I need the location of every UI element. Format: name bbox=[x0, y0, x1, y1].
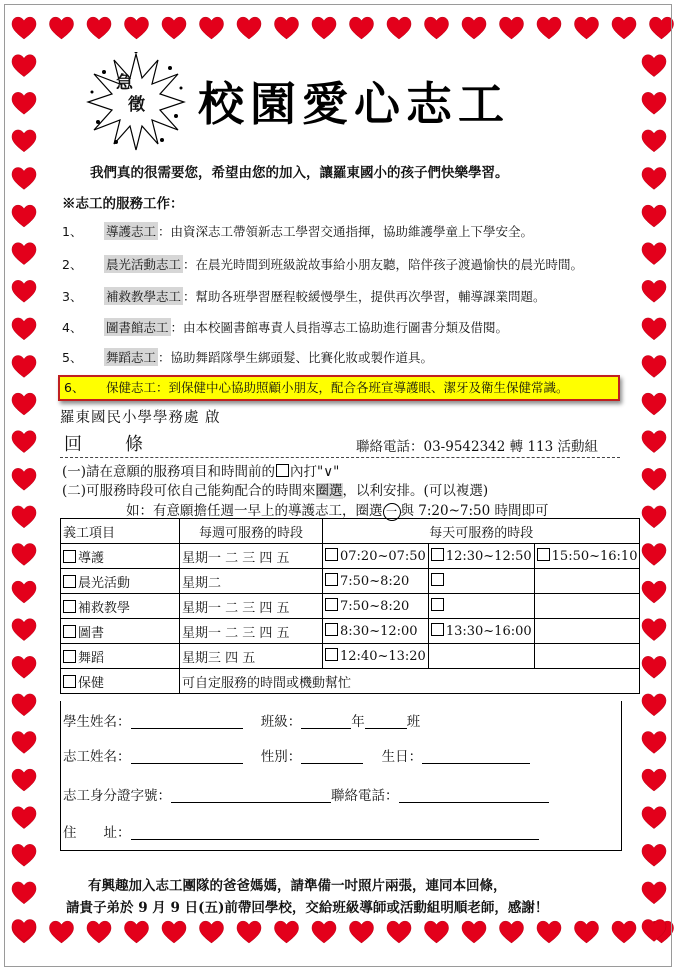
time-cell[interactable] bbox=[323, 569, 429, 594]
item-label: 晨光活動 bbox=[78, 575, 131, 591]
item-label: 保健 bbox=[78, 675, 105, 691]
service-desc: ：到保健中心協助照顧小朋友，配合各班宣導護眼、潔牙及衛生保健常識。 bbox=[156, 380, 569, 395]
checkbox[interactable] bbox=[431, 598, 444, 611]
item-label: 圖書 bbox=[78, 625, 105, 641]
time-cell[interactable] bbox=[428, 594, 534, 619]
checkbox[interactable] bbox=[325, 573, 338, 586]
checkbox[interactable] bbox=[63, 675, 76, 688]
service-num: 3、 bbox=[62, 289, 83, 304]
days-cell[interactable]: 星期三 四 五 bbox=[180, 644, 323, 669]
service-desc: ：在晨光時間到班級說故事給小朋友聽，陪伴孩子渡過愉快的晨光時間。 bbox=[183, 257, 584, 272]
volunteer-name-field[interactable] bbox=[131, 749, 243, 764]
item-cell[interactable] bbox=[61, 644, 180, 669]
burst-char-2: 徵 bbox=[128, 95, 145, 115]
item-label: 補救教學 bbox=[78, 600, 131, 616]
checkbox[interactable] bbox=[431, 573, 444, 586]
grade-label: 班級： bbox=[260, 714, 302, 730]
service-item bbox=[62, 287, 546, 305]
birthday-label: 生日： bbox=[381, 749, 423, 765]
school-office: 羅東國民小學學務處 啟 bbox=[60, 410, 221, 426]
time-cell[interactable] bbox=[323, 594, 429, 619]
class-field[interactable] bbox=[365, 714, 407, 729]
schedule-table bbox=[60, 518, 640, 694]
address-label: 住 址： bbox=[63, 825, 131, 841]
checkbox[interactable] bbox=[325, 648, 338, 661]
instruction-2-highlight: 圈選 bbox=[315, 483, 343, 499]
footer-line-2: 請貴子弟於 9 月 9 日(五)前帶回學校，交給班級導師或活動組明順老師，感謝！ bbox=[66, 900, 549, 916]
service-name: 舞蹈志工 bbox=[106, 350, 157, 365]
gender-field[interactable] bbox=[301, 749, 363, 764]
service-desc: ：由本校圖書館專責人員指導志工協助進行圖書分類及借閱。 bbox=[170, 320, 509, 335]
item-label: 舞蹈 bbox=[78, 650, 105, 666]
form-row-student bbox=[63, 710, 420, 730]
footer-line-1: 有興趣加入志工團隊的爸爸媽媽，請準備一吋照片兩張，連同本回條， bbox=[88, 878, 507, 894]
urgent-recruit-badge bbox=[116, 72, 145, 116]
address-field[interactable] bbox=[131, 825, 539, 840]
item-cell[interactable] bbox=[61, 669, 180, 694]
days-cell[interactable]: 星期一 二 三 四 五 bbox=[180, 544, 323, 569]
table-row bbox=[61, 569, 640, 594]
time-label: 15:50~16:10 bbox=[551, 549, 638, 564]
table-row bbox=[61, 594, 640, 619]
service-item-highlighted bbox=[58, 375, 620, 401]
item-cell[interactable] bbox=[61, 544, 180, 569]
table-header-row bbox=[61, 519, 640, 544]
instruction-2b: ，以利安排。(可以複選) bbox=[342, 483, 489, 499]
service-name: 導護志工 bbox=[106, 224, 157, 239]
time-label: 7:50~8:20 bbox=[340, 574, 410, 589]
service-item bbox=[62, 255, 583, 273]
checkbox-icon bbox=[276, 464, 289, 477]
id-field[interactable] bbox=[171, 788, 331, 803]
time-cell[interactable] bbox=[428, 544, 534, 569]
header-weekly: 每週可服務的時段 bbox=[180, 519, 323, 544]
item-cell[interactable] bbox=[61, 594, 180, 619]
service-item bbox=[62, 318, 508, 336]
service-num: 5、 bbox=[62, 350, 83, 365]
service-desc: ：由資深志工帶領新志工學習交通指揮，協助維護學童上下學安全。 bbox=[158, 224, 534, 239]
circled-one: 一 bbox=[383, 503, 401, 521]
time-cell[interactable] bbox=[428, 569, 534, 594]
phone-label: 聯絡電話： bbox=[331, 788, 399, 804]
time-cell[interactable] bbox=[534, 544, 640, 569]
service-num: 4、 bbox=[62, 320, 83, 335]
service-item bbox=[62, 348, 433, 366]
burst-char-1: 急 bbox=[116, 73, 133, 93]
checkbox[interactable] bbox=[63, 650, 76, 663]
checkbox[interactable] bbox=[63, 550, 76, 563]
page-title: 校園愛心志工 bbox=[198, 77, 510, 131]
id-label: 志工身分證字號： bbox=[63, 788, 171, 804]
item-label: 導護 bbox=[78, 550, 105, 566]
time-cell bbox=[534, 619, 640, 644]
checkbox[interactable] bbox=[431, 623, 444, 636]
service-desc: ：協助舞蹈隊學生綁頭髮、比賽化妝或製作道具。 bbox=[158, 350, 434, 365]
time-label: 7:50~8:20 bbox=[340, 599, 410, 614]
time-cell bbox=[428, 644, 534, 669]
time-label: 07:20~07:50 bbox=[340, 549, 426, 564]
table-row bbox=[61, 669, 640, 694]
instruction-1 bbox=[62, 460, 339, 480]
student-name-field[interactable] bbox=[131, 714, 243, 729]
header-item: 義工項目 bbox=[61, 519, 180, 544]
service-name: 補救教學志工 bbox=[106, 289, 182, 304]
time-cell[interactable] bbox=[323, 644, 429, 669]
reply-char-1: 回 bbox=[64, 434, 85, 455]
instruction-2 bbox=[62, 479, 488, 499]
service-num: 6、 bbox=[64, 380, 85, 395]
phone-field[interactable] bbox=[399, 788, 549, 803]
checkbox[interactable] bbox=[63, 625, 76, 638]
instruction-2a: (二)可服務時段可依自己能夠配合的時間來 bbox=[62, 483, 316, 499]
item-cell[interactable] bbox=[61, 619, 180, 644]
checkbox[interactable] bbox=[63, 600, 76, 613]
gender-label: 性別： bbox=[260, 749, 302, 765]
service-num: 1、 bbox=[62, 224, 83, 239]
instruction-3a: 如：有意願擔任週一早上的導護志工，圈選 bbox=[126, 503, 383, 519]
section-title: ※志工的服務工作： bbox=[62, 196, 184, 212]
service-num: 2、 bbox=[62, 257, 83, 272]
instruction-3b: 與 7:20~7:50 時間即可 bbox=[400, 503, 549, 519]
instruction-1b: 內打"∨" bbox=[290, 464, 340, 480]
grade-field[interactable] bbox=[301, 714, 351, 729]
instruction-1a: (一)請在意願的服務項目和時間前的 bbox=[62, 464, 276, 480]
time-label: 12:40~13:20 bbox=[340, 649, 426, 664]
reply-slip-title bbox=[64, 430, 186, 456]
header-daily: 每天可服務的時段 bbox=[323, 519, 640, 544]
service-name: 晨光活動志工 bbox=[106, 257, 182, 272]
checkbox[interactable] bbox=[63, 575, 76, 588]
checkbox[interactable] bbox=[325, 623, 338, 636]
time-cell[interactable] bbox=[323, 544, 429, 569]
intro-text: 我們真的很需要您，希望由您的加入，讓羅東國小的孩子們快樂學習。 bbox=[90, 165, 509, 181]
reply-char-2: 條 bbox=[125, 434, 146, 455]
days-cell[interactable]: 星期一 二 三 四 五 bbox=[180, 619, 323, 644]
service-item bbox=[62, 222, 533, 240]
table-row bbox=[61, 619, 640, 644]
form-row-id bbox=[63, 784, 549, 804]
checkbox[interactable] bbox=[325, 598, 338, 611]
checkbox[interactable] bbox=[431, 548, 444, 561]
time-label: 8:30~12:00 bbox=[340, 624, 418, 639]
table-row bbox=[61, 644, 640, 669]
service-name: 圖書館志工 bbox=[106, 320, 169, 335]
checkbox[interactable] bbox=[325, 548, 338, 561]
time-label: 12:30~12:50 bbox=[445, 549, 532, 564]
form-row-address bbox=[63, 821, 539, 841]
class-label: 班 bbox=[406, 714, 421, 730]
flexible-note: 可自定服務的時間或機動幫忙 bbox=[180, 669, 640, 694]
time-cell bbox=[534, 594, 640, 619]
birthday-field[interactable] bbox=[422, 749, 530, 764]
year-label: 年 bbox=[351, 714, 365, 730]
time-cell[interactable] bbox=[428, 619, 534, 644]
form-row-volunteer bbox=[63, 745, 530, 765]
time-cell bbox=[534, 644, 640, 669]
table-row bbox=[61, 544, 640, 569]
volunteer-name-label: 志工姓名： bbox=[63, 749, 131, 765]
item-cell[interactable] bbox=[61, 569, 180, 594]
time-cell bbox=[534, 569, 640, 594]
service-name: 保健志工 bbox=[106, 380, 157, 395]
days-cell[interactable]: 星期二 bbox=[180, 569, 323, 594]
cut-line bbox=[60, 457, 620, 458]
contact-phone: 聯絡電話：03-9542342 轉 113 活動組 bbox=[356, 439, 599, 455]
time-label: 13:30~16:00 bbox=[445, 624, 532, 639]
checkbox[interactable] bbox=[537, 548, 550, 561]
student-name-label: 學生姓名： bbox=[63, 714, 131, 730]
days-cell[interactable]: 星期一 二 三 四 五 bbox=[180, 594, 323, 619]
time-cell[interactable] bbox=[323, 619, 429, 644]
service-desc: ：幫助各班學習歷程較緩慢學生，提供再次學習，輔導課業問題。 bbox=[183, 289, 546, 304]
